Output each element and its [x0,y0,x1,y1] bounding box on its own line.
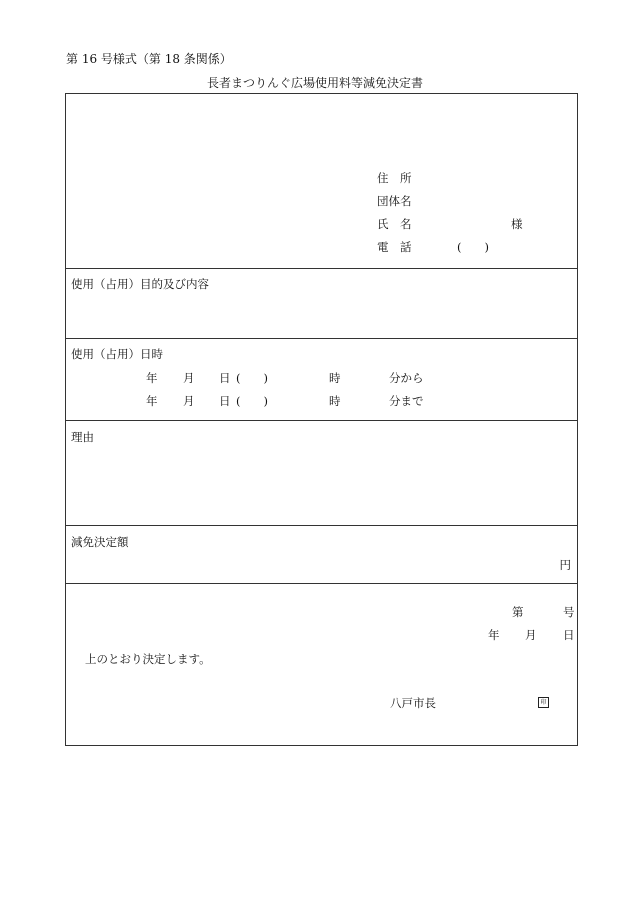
until-year: 年 [146,394,158,408]
until-month: 月 [183,394,195,408]
from-month: 月 [183,371,195,385]
until-minute: 分まで [389,394,424,408]
until-weekday: ( ) [236,394,268,408]
currency-label: 円 [559,558,571,572]
from-hour: 時 [329,371,341,385]
datetime-label: 使用（占用）日時 [71,347,163,361]
decision-day: 日 [563,628,575,642]
number-suffix: 号 [563,605,575,619]
reason-label: 理由 [71,430,94,444]
decision-form [65,93,578,746]
purpose-label: 使用（占用）目的及び内容 [71,277,209,291]
datetime-section [66,339,577,421]
from-weekday: ( ) [236,371,268,385]
name-label: 氏 名 [377,217,412,231]
from-year: 年 [146,371,158,385]
decision-section [66,584,577,745]
reason-section [66,421,577,526]
mayor-title: 八戸市長 [390,696,436,710]
form-number-label: 第 16 号様式（第 18 条関係） [66,52,232,66]
decision-month: 月 [525,628,537,642]
address-label: 住 所 [377,171,412,185]
honorific-label: 様 [511,217,523,231]
phone-label: 電 話 [377,240,412,254]
decision-statement: 上のとおり決定します。 [85,652,211,666]
purpose-section [66,269,577,339]
decision-year: 年 [488,628,500,642]
applicant-section [66,94,577,269]
until-hour: 時 [329,394,341,408]
number-prefix: 第 [512,605,524,619]
amount-section [66,526,577,584]
phone-area-code: ( ) [457,240,489,254]
from-day: 日 [219,371,231,385]
document-title: 長者まつりんぐ広場使用料等減免決定書 [206,76,423,90]
group-name-label: 団体名 [377,194,412,208]
until-day: 日 [219,394,231,408]
amount-label: 減免決定額 [71,535,129,549]
seal-mark: 印 [538,697,549,708]
from-minute: 分から [389,371,424,385]
